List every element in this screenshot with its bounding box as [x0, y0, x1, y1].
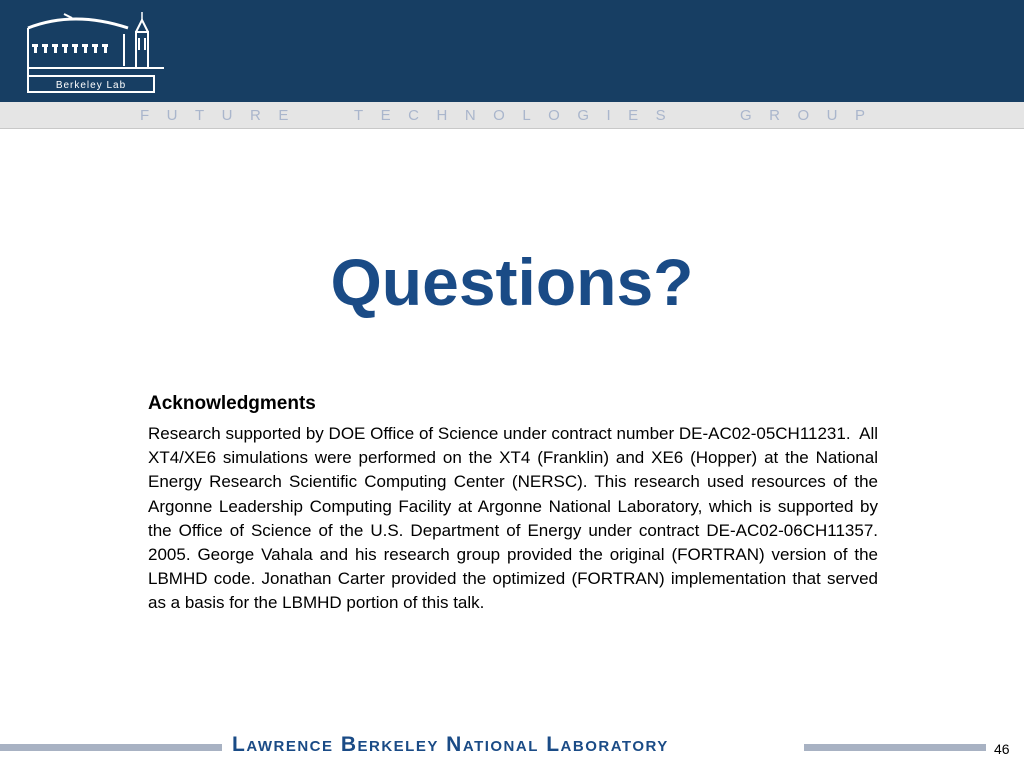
group-word-future: FUTURE [140, 107, 306, 124]
slide-footer [0, 733, 1024, 763]
footer-divider-left [0, 744, 222, 751]
acknowledgments-heading: Acknowledgments [148, 393, 316, 414]
acknowledgments-block [148, 393, 883, 616]
group-word-technologies: TECHNOLOGIES [354, 107, 684, 124]
slide-title: Questions? [330, 245, 694, 319]
group-banner [0, 102, 1024, 129]
berkeley-lab-logo-icon [24, 6, 170, 96]
group-word-group: GROUP [740, 107, 883, 124]
footer-lab-name: Lawrence Berkeley National Laboratory [232, 733, 669, 756]
logo-label: Berkeley Lab [55, 80, 127, 91]
footer-divider-right [804, 744, 986, 751]
page-number: 46 [994, 741, 1010, 757]
berkeley-lab-logo-graphic [24, 6, 170, 96]
acknowledgments-text: Research supported by DOE Office of Science under contract number DE-AC02-05CH11231. All XT4/XE6 simulations were performed on the XT4 (Franklin) and XE6 (Hopper) at the National Energy Research Scientific Computing Center (NERSC). This research used resources of the Argonne Leadership Computing Facility at Argonne National Laboratory, which is supported by the Office of Science of the U.S. Department of Energy under contract DE-AC02-06CH11357. 2005. George Vahala and his research group provided the original (FORTRAN) version of the LBMHD code. Jonathan Carter provided the optimized (FORTRAN) implementation that served as a basis for the LBMHD portion of this talk. [148, 424, 883, 613]
slide-header [0, 0, 1024, 102]
